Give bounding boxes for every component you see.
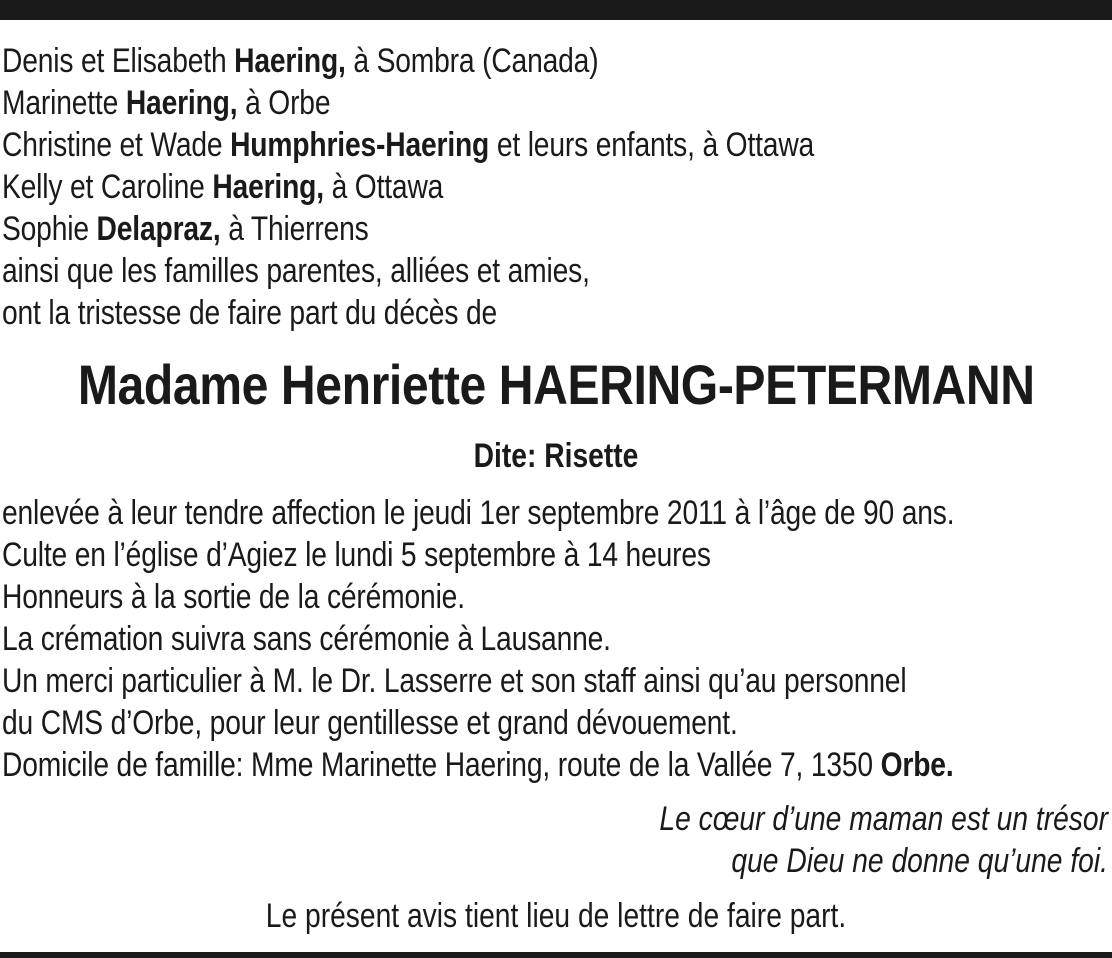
intro-line: ainsi que les familles parentes, alliées et amies,	[2, 252, 590, 290]
detail-line: La crémation suivra sans cérémonie à Lausanne.	[2, 620, 611, 658]
family-line	[2, 40, 922, 82]
family-names: Denis et Elisabeth	[2, 42, 235, 80]
family-line	[2, 124, 922, 166]
deceased-name: Madame Henriette HAERING-PETERMANN	[77, 353, 1035, 416]
domicile-address: Domicile de famille: Mme Marinette Haering, route de la Vallée 7, 1350	[2, 746, 881, 784]
bottom-rule	[0, 952, 1112, 958]
family-location: à Sombra (Canada)	[345, 42, 599, 80]
family-names: Kelly et Caroline	[2, 168, 213, 206]
family-surname: Haering,	[234, 42, 346, 80]
family-surname: Haering,	[212, 168, 324, 206]
family-surname: Haering,	[125, 84, 238, 122]
detail-line: Honneurs à la sortie de la cérémonie.	[2, 578, 465, 616]
detail-line: du CMS d’Orbe, pour leur gentillesse et grand dévouement.	[2, 704, 738, 742]
quote-block	[408, 798, 1108, 882]
family-surname: Humphries-Haering	[230, 126, 490, 164]
family-line	[2, 208, 922, 250]
family-location: à Orbe	[237, 84, 331, 122]
quote-line: Le cœur d’une maman est un trésor	[659, 800, 1108, 838]
domicile-line	[2, 744, 954, 786]
family-names: Sophie	[2, 210, 97, 248]
family-location: à Thierrens	[220, 210, 369, 248]
intro-line: ont la tristesse de faire part du décès de	[2, 294, 498, 332]
details-list	[2, 492, 1110, 786]
family-line	[2, 82, 922, 124]
family-location: et leurs enfants, à Ottawa	[489, 126, 815, 164]
family-list	[2, 40, 1110, 334]
detail-line: Un merci particulier à M. le Dr. Lasserre et son staff ainsi qu’au personnel	[2, 662, 907, 700]
detail-line: Culte en l’église d’Agiez le lundi 5 septembre à 14 heures	[2, 536, 711, 574]
quote-line: que Dieu ne donne qu’une foi.	[731, 842, 1108, 880]
top-rule	[0, 0, 1112, 20]
closing-note: Le présent avis tient lieu de lettre de faire part.	[265, 897, 847, 935]
detail-line: enlevée à leur tendre affection le jeudi 1er septembre 2011 à l’âge de 90 ans.	[2, 494, 955, 532]
domicile-town: Orbe.	[880, 746, 954, 784]
deceased-nickname: Dite: Risette	[473, 437, 639, 475]
family-names: Marinette	[2, 84, 126, 122]
family-surname: Delapraz,	[96, 210, 221, 248]
family-line	[2, 166, 922, 208]
family-location: à Ottawa	[323, 168, 444, 206]
family-names: Christine et Wade	[2, 126, 231, 164]
